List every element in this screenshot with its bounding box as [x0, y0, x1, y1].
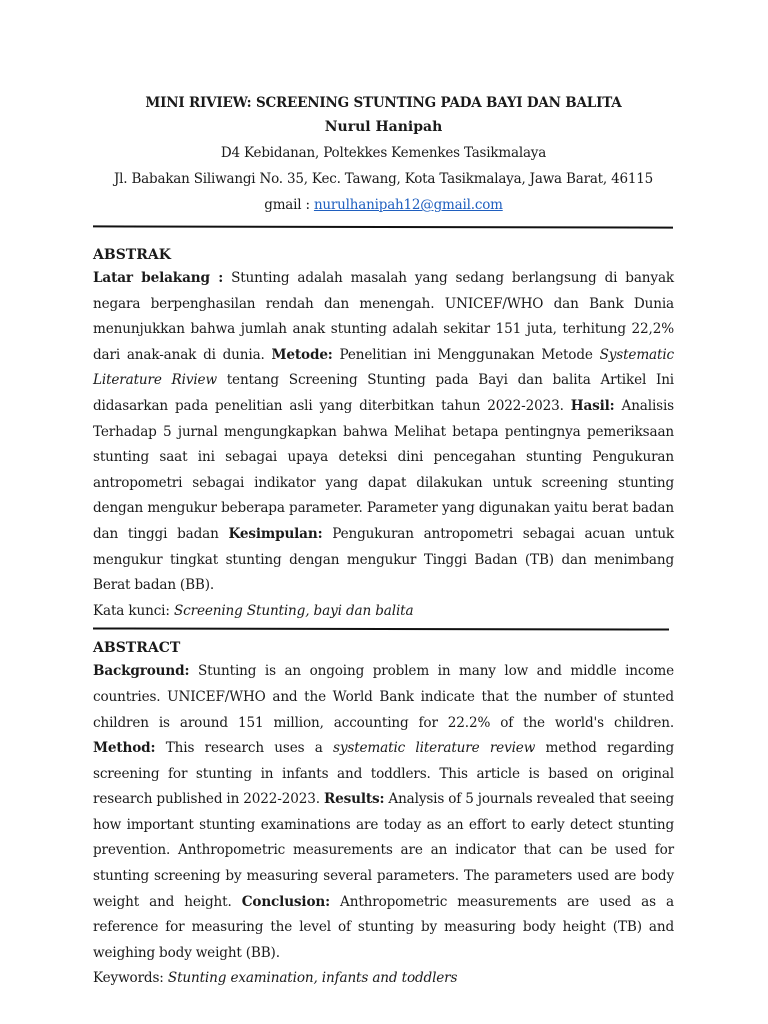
header-divider [93, 225, 673, 228]
paper-header [93, 92, 674, 218]
abstract-heading: ABSTRACT [93, 640, 181, 657]
method-label: Method: [93, 740, 156, 757]
keywords-value: Stunting examination, infants and toddlers [167, 970, 458, 987]
background-text: Stunting is an ongoing problem in many low and middle income countries. UNICEF/WHO and the World Bank indicate that the number of stunted children is around 151 million, accounting for 22.2% of the world's children. [93, 663, 674, 731]
section-divider [93, 628, 669, 631]
hasil-text: Analisis Terhadap 5 jurnal mengungkapkan bahwa Melihat betapa pentingnya pemeriksaan stunting saat ini sebagai upaya deteksi dini pencegahan stunting Pengukuran antropometri sebagai indikator yang dapat dilakukan untuk screening stunting dengan mengukur beberapa parameter. Parameter yang digunakan yaitu berat badan dan tinggi badan [93, 397, 674, 542]
email-link[interactable]: nurulhanipah12@gmail.com [313, 197, 503, 213]
kata-kunci-label: Kata kunci: [93, 602, 174, 619]
abstract-paragraph [93, 659, 674, 966]
email-label: gmail : [264, 197, 314, 213]
author-email-line [93, 192, 674, 218]
author-name: Nurul Hanipah [324, 119, 443, 135]
abstrak-heading: ABSTRAK [93, 247, 171, 263]
metode-text-2: tentang Screening Stunting pada Bayi dan balita Artikel Ini didasarkan pada penelitian asli yang diterbitkan tahun 2022-2023. [93, 372, 674, 414]
metode-text-1: Penelitian ini Menggunakan Metode [332, 346, 600, 363]
keywords-label: Keywords: [93, 970, 168, 987]
metode-italic: Systematic Literature Riview [93, 346, 674, 389]
paper-title: MINI RIVIEW: SCREENING STUNTING PADA BAYI DAN BALITA [145, 95, 622, 111]
kesimpulan-text: Pengukuran antropometri sebagai acuan untuk mengukur tingkat stunting dengan mengukur Tinggi Badan (TB) dan menimbang Berat badan (BB). [93, 525, 675, 594]
author-affiliation: D4 Kebidanan, Poltekkes Kemenkes Tasikmalaya [220, 145, 547, 161]
kata-kunci-value: Screening Stunting, bayi dan balita [173, 602, 414, 619]
kesimpulan-label: Kesimpulan: [228, 525, 323, 542]
conclusion-label: Conclusion: [241, 893, 330, 910]
latar-text: Stunting adalah masalah yang sedang berlangsung di banyak negara berpenghasilan rendah dan menengah. UNICEF/WHO dan Bank Dunia menunjukkan bahwa jumlah anak stunting adalah sekitar 151 juta, terhitung 22,2% dari anak-anak di dunia. [93, 270, 674, 363]
method-text-1: This research uses a [155, 740, 334, 757]
method-italic: systematic literature review [333, 740, 536, 757]
keywords-line [93, 966, 674, 992]
kata-kunci-line [93, 599, 674, 625]
author-address: Jl. Babakan Siliwangi No. 35, Kec. Tawang, Kota Tasikmalaya, Jawa Barat, 46115 [113, 171, 654, 187]
hasil-label: Hasil: [570, 397, 615, 414]
results-text: Analysis of 5 journals revealed that seeing how important stunting examinations are today as an effort to early detect stunting prevention. Anthropometric measurements are an indicator that can be used for stunting screening by measuring several parameters. The parameters used are body weight and height. [93, 791, 674, 910]
paper-page [93, 92, 674, 992]
background-label: Background: [93, 663, 190, 680]
method-text-2: method regarding screening for stunting in infants and toddlers. This article is based on original research published in 2022-2023. [93, 740, 674, 808]
metode-label: Metode: [271, 346, 333, 363]
latar-label: Latar belakang : [93, 270, 224, 286]
abstrak-paragraph [93, 266, 674, 599]
conclusion-text: Anthropometric measurements are used as a reference for measuring the level of stunting by measuring body height (TB) and weighing body weight (BB). [93, 893, 674, 961]
results-label: Results: [323, 791, 385, 808]
